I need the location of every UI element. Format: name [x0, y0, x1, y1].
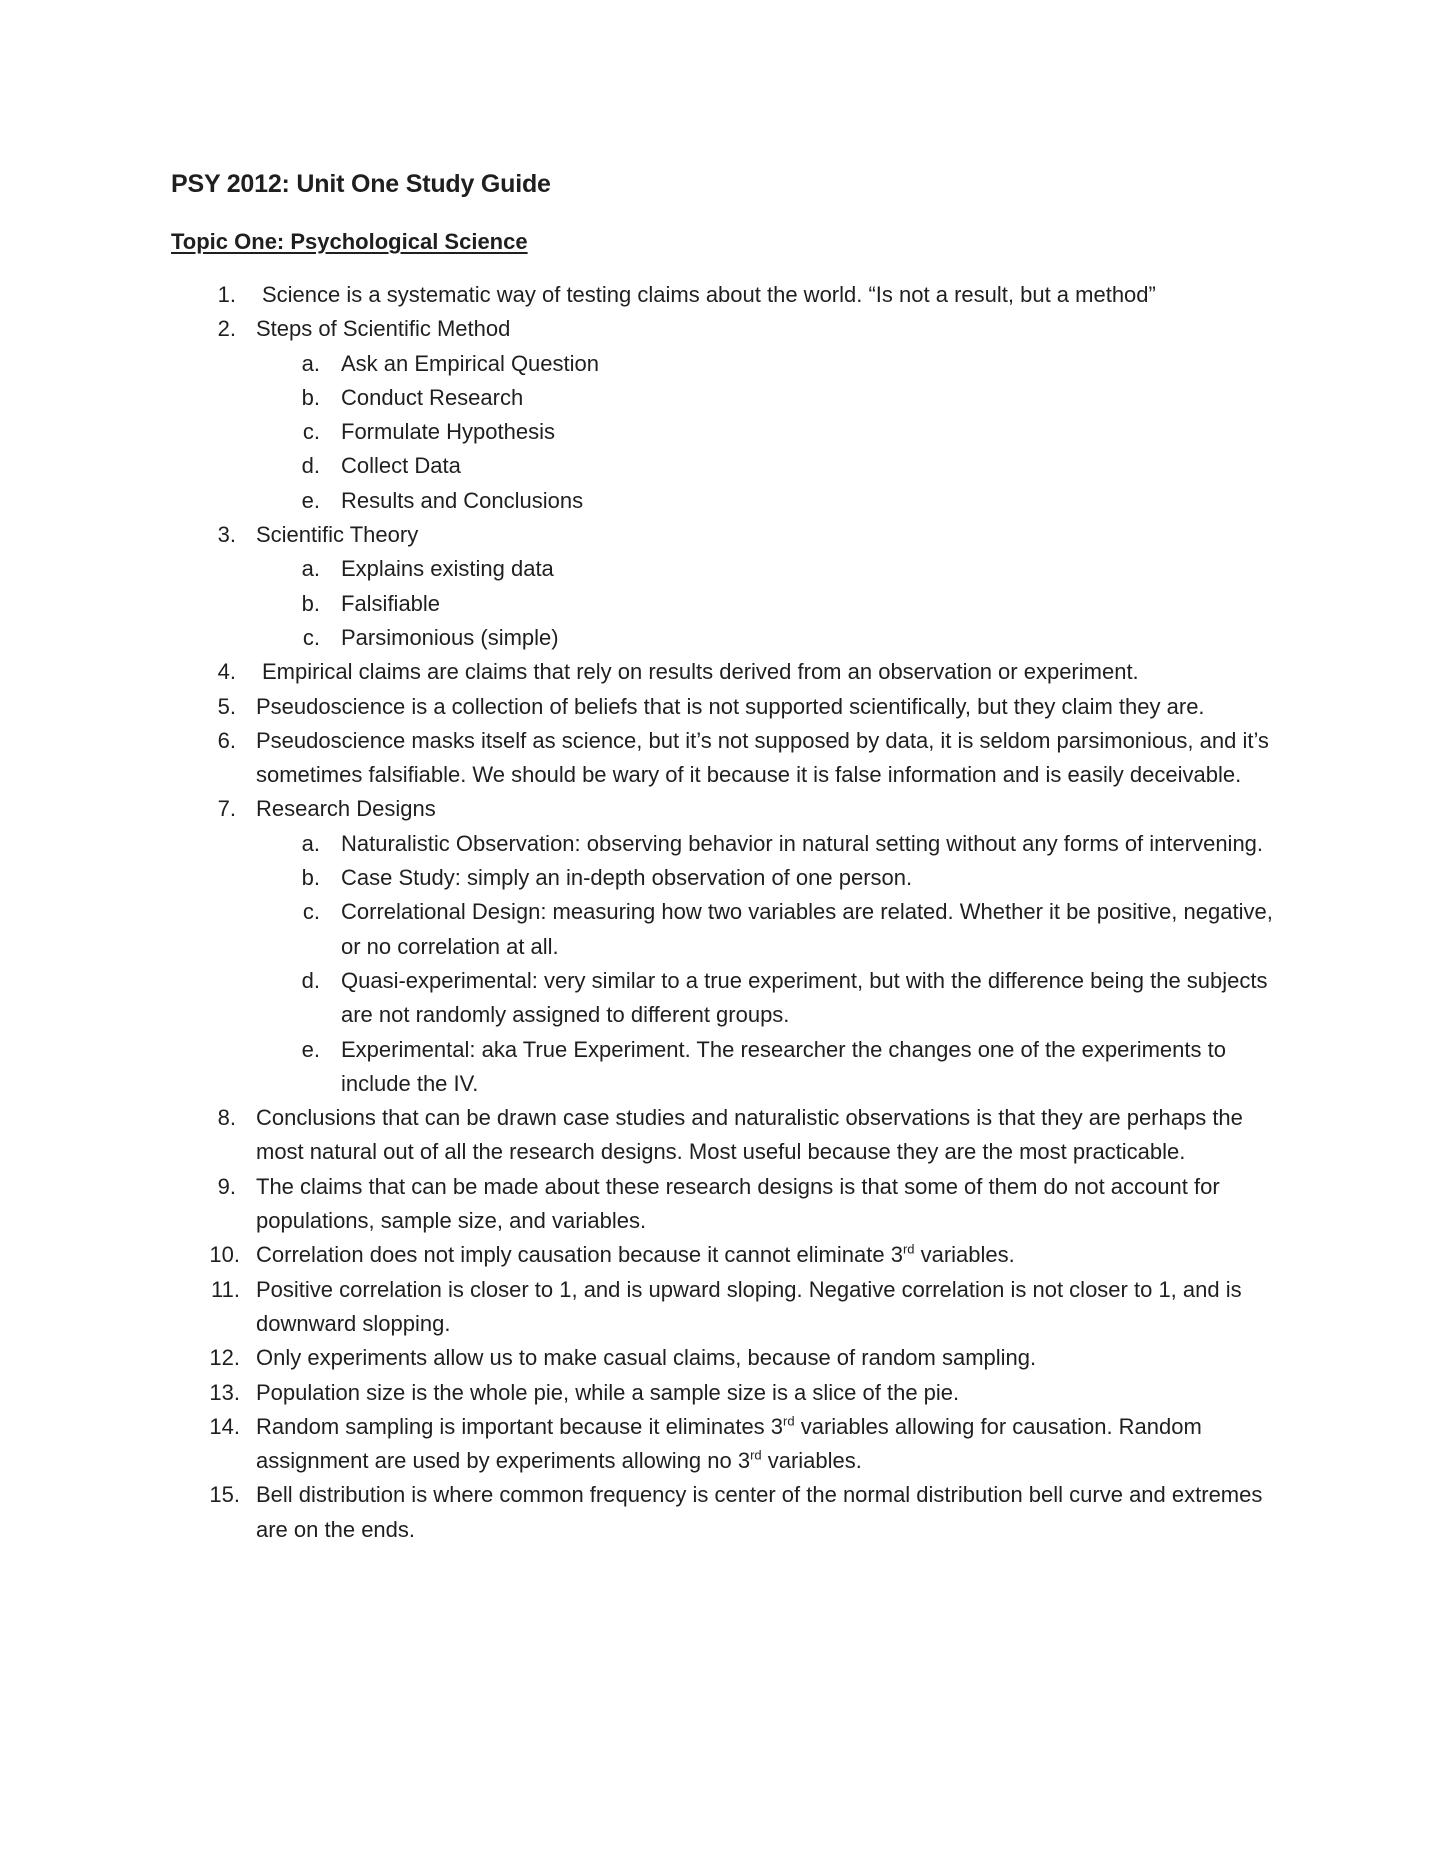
item-number: 5.	[217, 693, 236, 719]
sub-list-item	[0, 895, 1281, 964]
sub-list-item	[0, 621, 1281, 655]
item-text: Research Designs	[256, 796, 436, 822]
item-number: 9.	[217, 1173, 236, 1199]
list-item	[0, 1341, 1278, 1375]
item-text	[256, 1410, 1278, 1479]
list-item	[0, 1101, 1278, 1170]
sub-item-text: Correlational Design: measuring how two variables are related. Whether it be positive, negative, or no correlation at all.	[341, 899, 1273, 959]
item-text: Positive correlation is closer to 1, and is upward sloping. Negative correlation is not closer to 1, and is downward slopping.	[256, 1276, 1242, 1336]
item-number: 8.	[217, 1105, 236, 1131]
item-text-part: variables.	[914, 1242, 1015, 1268]
item-text: Pseudoscience is a collection of beliefs that is not supported scientifically, but they claim they are.	[256, 693, 1205, 719]
sub-item-text: Experimental: aka True Experiment. The researcher the changes one of the experiments to include the IV.	[341, 1036, 1226, 1096]
item-number: 13.	[209, 1379, 240, 1405]
sub-list-item	[0, 449, 1281, 483]
list-item	[0, 312, 1278, 346]
sub-item-letter: a.	[301, 350, 320, 376]
numbered-list	[0, 278, 1456, 1547]
sub-item-letter: b.	[301, 384, 320, 410]
sub-item-text: Explains existing data	[341, 556, 554, 582]
sub-item-text: Case Study: simply an in-depth observation of one person.	[341, 865, 913, 891]
sub-item-text: Results and Conclusions	[341, 487, 584, 513]
sub-list-item	[0, 1033, 1281, 1102]
list-item	[0, 278, 1278, 312]
list-item	[0, 724, 1278, 793]
item-text	[256, 1238, 1278, 1272]
superscript: rd	[902, 1241, 915, 1257]
sub-item-letter: c.	[302, 899, 320, 925]
item-number: 6.	[217, 727, 236, 753]
item-text: Science is a systematic way of testing claims about the world. “Is not a result, but a method”	[262, 282, 1156, 307]
item-number: 7.	[217, 796, 236, 822]
item-number: 10.	[209, 1242, 240, 1268]
list-item	[0, 792, 1278, 826]
list-item	[0, 1376, 1278, 1410]
sub-list-item	[0, 587, 1281, 621]
list-item	[0, 690, 1278, 724]
item-text-part: variables.	[761, 1448, 862, 1474]
list-item	[0, 1238, 1278, 1272]
sub-item-text: Collect Data	[341, 453, 461, 479]
document-title: PSY 2012: Unit One Study Guide	[171, 170, 551, 198]
item-text: Steps of Scientific Method	[256, 316, 511, 342]
sub-item-letter: a.	[301, 556, 320, 582]
section-heading: Topic One: Psychological Science	[171, 229, 528, 254]
sub-item-letter: b.	[301, 590, 320, 616]
item-number: 3.	[217, 522, 236, 548]
sub-list-item	[0, 827, 1281, 861]
item-text-part: Correlation does not imply causation because it cannot eliminate 3	[256, 1242, 903, 1268]
sub-item-text: Falsifiable	[341, 590, 441, 616]
sub-item-text: Conduct Research	[341, 384, 524, 410]
sub-item-letter: e.	[301, 487, 320, 513]
item-number: 15.	[209, 1482, 240, 1508]
sub-list-item	[0, 552, 1281, 586]
superscript: rd	[750, 1447, 762, 1463]
sub-item-text: Ask an Empirical Question	[341, 350, 599, 376]
item-number: 11.	[211, 1276, 240, 1302]
item-number: 4.	[217, 659, 236, 685]
superscript: rd	[783, 1413, 795, 1429]
list-item	[0, 1273, 1278, 1342]
item-text: Bell distribution is where common frequency is center of the normal distribution bell curve and extremes are on the ends.	[256, 1482, 1263, 1542]
item-number: 12.	[209, 1345, 240, 1371]
sub-item-text: Quasi-experimental: very similar to a true experiment, but with the difference being the subjects are not randomly assigned to different groups.	[341, 967, 1268, 1028]
sub-list-item	[0, 381, 1281, 415]
item-text: Empirical claims are claims that rely on results derived from an observation or experiment.	[262, 659, 1139, 685]
sub-item-letter: e.	[301, 1036, 320, 1062]
item-number: 2.	[217, 316, 236, 342]
sub-list-item	[0, 484, 1281, 518]
item-text-part: variables allowing for causation. Random assignment are used by experiments allowing no 3	[256, 1413, 1202, 1474]
sub-item-text: Parsimonious (simple)	[341, 624, 559, 650]
sub-list-item	[0, 347, 1281, 381]
item-text: The claims that can be made about these research designs is that some of them do not account for populations, sample size, and variables.	[256, 1173, 1220, 1234]
sub-list-item	[0, 861, 1281, 895]
sub-item-text: Formulate Hypothesis	[341, 419, 555, 445]
item-text: Population size is the whole pie, while a sample size is a slice of the pie.	[256, 1379, 960, 1405]
item-text: Pseudoscience masks itself as science, but it’s not supposed by data, it is seldom parsimonious, and it’s sometimes falsifiable. We should be wary of it because it is false information and is easily deceivable.	[256, 727, 1269, 788]
item-number: 14.	[209, 1413, 240, 1439]
sub-item-letter: d.	[301, 453, 320, 479]
item-text: Only experiments allow us to make casual claims, because of random sampling.	[256, 1345, 1037, 1371]
list-item	[0, 1410, 1278, 1479]
item-text: Scientific Theory	[256, 522, 419, 548]
item-number: 1.	[217, 282, 236, 307]
list-item	[0, 1478, 1278, 1547]
sub-item-letter: b.	[301, 865, 320, 891]
sub-item-letter: d.	[301, 967, 320, 993]
sub-item-text: Naturalistic Observation: observing behavior in natural setting without any forms of intervening.	[341, 830, 1264, 856]
sub-item-letter: a.	[301, 830, 320, 856]
sub-list-item	[0, 964, 1281, 1033]
sub-item-letter: c.	[302, 624, 320, 650]
sub-item-letter: c.	[302, 419, 320, 445]
item-text: Conclusions that can be drawn case studies and naturalistic observations is that they are perhaps the most natural out of all the research designs. Most useful because they are the most practicable.	[256, 1105, 1243, 1165]
sub-list-item	[0, 415, 1281, 449]
list-item	[0, 1170, 1278, 1239]
item-text-part: Random sampling is important because it eliminates 3	[256, 1413, 784, 1439]
list-item	[0, 518, 1278, 552]
list-item	[0, 655, 1278, 689]
